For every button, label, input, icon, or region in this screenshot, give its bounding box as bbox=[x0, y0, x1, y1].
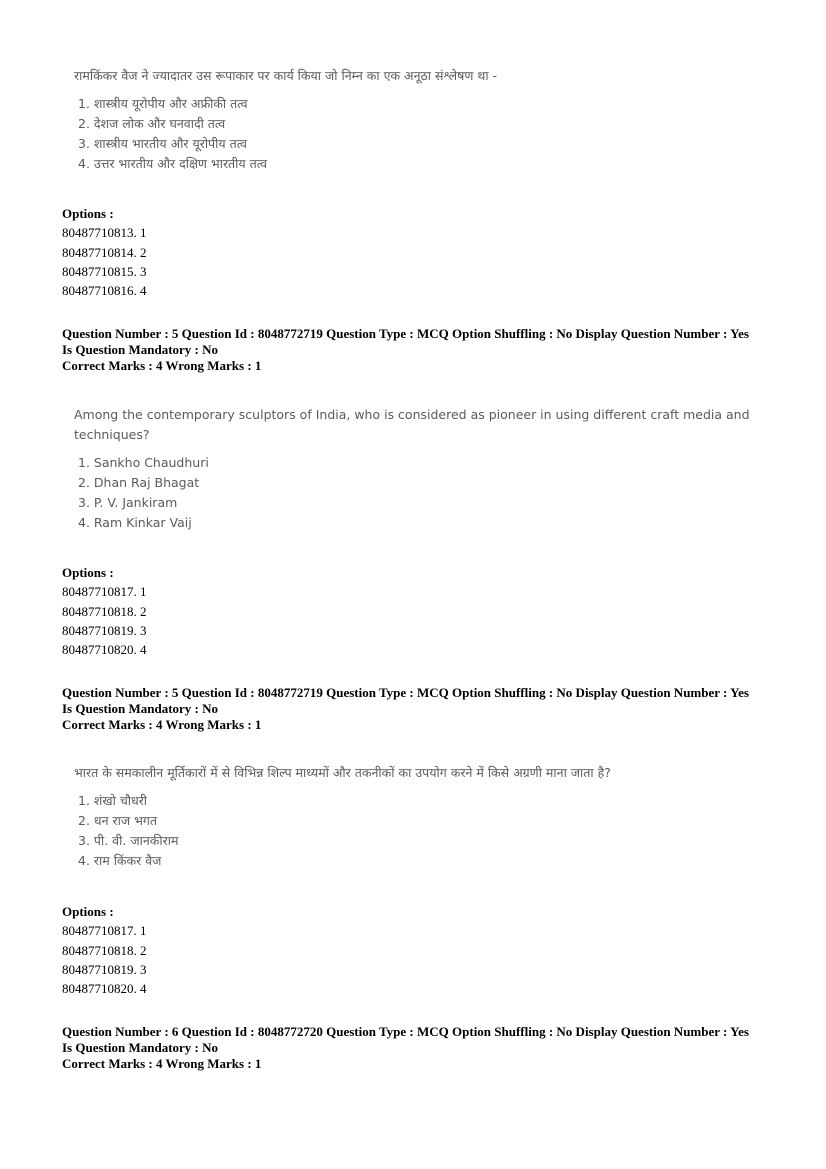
choice-item: 3. P. V. Jankiram bbox=[78, 495, 178, 510]
option-id: 80487710817. 1 bbox=[62, 923, 147, 939]
option-id: 80487710819. 3 bbox=[62, 622, 147, 638]
choice-item: 3. शास्त्रीय भारतीय और यूरोपीय तत्व bbox=[78, 136, 248, 151]
choice-item: 3. पी. वी. जानकीराम bbox=[78, 833, 179, 848]
choice-item: 4. Ram Kinkar Vaij bbox=[78, 515, 192, 530]
question-marks: Correct Marks : 4 Wrong Marks : 1 bbox=[62, 717, 262, 732]
choice-item: 1. शंखो चौधरी bbox=[78, 793, 148, 808]
choice-item: 1. शास्त्रीय यूरोपीय और अफ्रीकी तत्व bbox=[78, 96, 248, 111]
option-id: 80487710814. 2 bbox=[62, 244, 147, 260]
option-id: 80487710818. 2 bbox=[62, 603, 147, 619]
choice-item: 2. Dhan Raj Bhagat bbox=[78, 475, 200, 490]
choice-item: 2. देशज लोक और घनवादी तत्व bbox=[78, 116, 226, 131]
options-header: Options : bbox=[62, 904, 114, 919]
question-mandatory: Is Question Mandatory : No bbox=[62, 342, 219, 357]
question-stem: Among the contemporary sculptors of India, who is considered as pioneer in using different craft media and techniques? bbox=[74, 407, 750, 442]
choice-list bbox=[74, 791, 774, 871]
options-block bbox=[62, 204, 147, 300]
options-block bbox=[62, 902, 147, 998]
question-image-hindi-1 bbox=[74, 66, 774, 174]
question-stem: भारत के समकालीन मूर्तिकारों में से विभिन्न शिल्प माध्यमों और तकनीकों का उपयोग करने में किसे अग्रणी माना जाता है? bbox=[74, 765, 611, 780]
choice-list bbox=[74, 453, 774, 533]
options-header: Options : bbox=[62, 565, 114, 580]
option-id: 80487710820. 4 bbox=[62, 642, 147, 658]
option-id: 80487710818. 2 bbox=[62, 942, 147, 958]
option-id: 80487710819. 3 bbox=[62, 961, 147, 977]
question-meta-line: Question Number : 6 Question Id : 8048772720 Question Type : MCQ Option Shuffling : No Display Question Number : Yes bbox=[62, 1024, 749, 1039]
question-marks: Correct Marks : 4 Wrong Marks : 1 bbox=[62, 358, 262, 373]
options-header: Options : bbox=[62, 206, 114, 221]
question-meta-line: Question Number : 5 Question Id : 8048772719 Question Type : MCQ Option Shuffling : No Display Question Number : Yes bbox=[62, 685, 749, 700]
option-id: 80487710815. 3 bbox=[62, 263, 147, 279]
option-id: 80487710813. 1 bbox=[62, 225, 147, 241]
question-stem: रामकिंकर वैज ने ज्यादातर उस रूपाकार पर कार्य किया जो निम्न का एक अनूठा संश्लेषण था - bbox=[74, 68, 498, 83]
choice-item: 4. उत्तर भारतीय और दक्षिण भारतीय तत्व bbox=[78, 156, 268, 171]
option-id: 80487710817. 1 bbox=[62, 584, 147, 600]
choice-list bbox=[74, 94, 774, 174]
question-mandatory: Is Question Mandatory : No bbox=[62, 1040, 219, 1055]
choice-item: 4. राम किंकर वैज bbox=[78, 853, 162, 868]
choice-item: 2. धन राज भगत bbox=[78, 813, 158, 828]
question-meta bbox=[62, 685, 772, 733]
question-meta-line: Question Number : 5 Question Id : 8048772719 Question Type : MCQ Option Shuffling : No Display Question Number : Yes bbox=[62, 326, 749, 341]
question-meta bbox=[62, 326, 772, 374]
question-image-english bbox=[74, 405, 774, 533]
question-mandatory: Is Question Mandatory : No bbox=[62, 701, 219, 716]
question-marks: Correct Marks : 4 Wrong Marks : 1 bbox=[62, 1056, 262, 1071]
option-id: 80487710816. 4 bbox=[62, 283, 147, 299]
question-meta bbox=[62, 1024, 772, 1072]
choice-item: 1. Sankho Chaudhuri bbox=[78, 455, 209, 470]
options-block bbox=[62, 563, 147, 659]
question-image-hindi-2 bbox=[74, 763, 774, 871]
option-id: 80487710820. 4 bbox=[62, 981, 147, 997]
